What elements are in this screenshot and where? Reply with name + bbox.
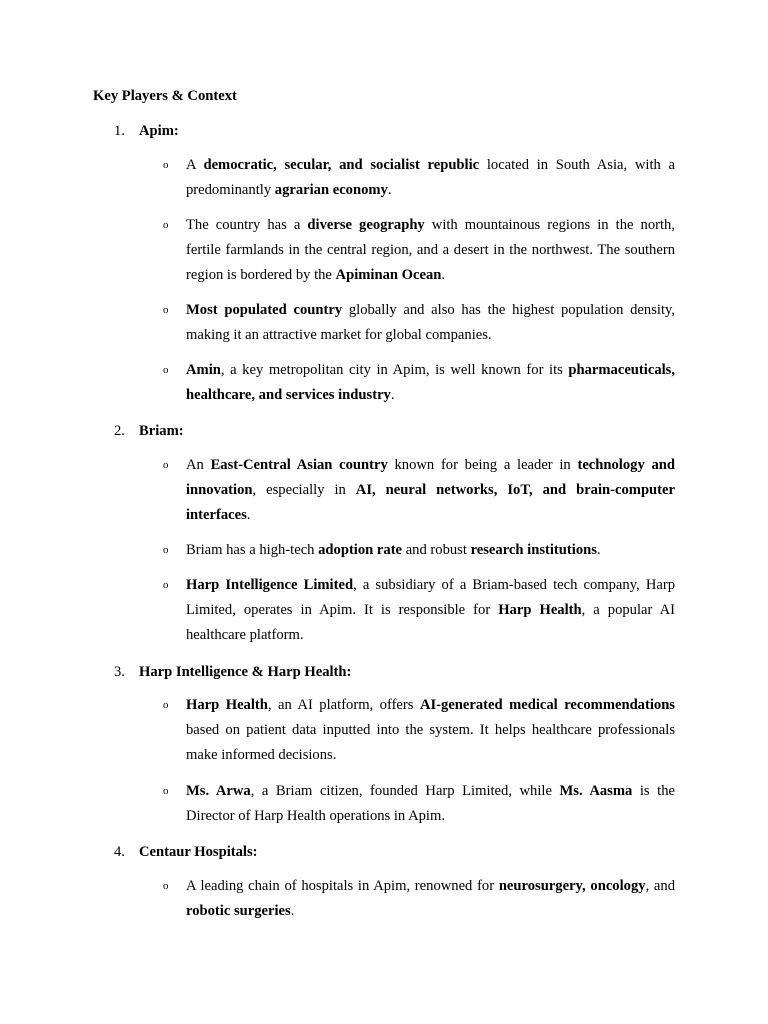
section-title: Apim: <box>139 123 179 139</box>
section-title: Briam: <box>139 423 184 439</box>
bullet-marker-icon: o <box>163 699 169 711</box>
bullet-marker-icon: o <box>163 880 169 892</box>
bullet-text: An East-Central Asian country known for being a leader in technology and innovation, especially in AI, neural networks, IoT, and brain-computer interfaces. <box>186 457 675 524</box>
section-heading-centaur <box>114 842 258 862</box>
emphasis-text: research institutions <box>470 542 597 558</box>
emphasis-text: Harp Health <box>498 602 582 619</box>
emphasis-text: Amin <box>186 362 221 378</box>
emphasis-text: Apiminan Ocean <box>335 267 442 284</box>
bullet-text: Most populated country globally and also has the highest population density, making it an attractive market for global companies. <box>186 302 675 344</box>
bullet-marker-icon: o <box>163 579 169 591</box>
emphasis-text: neurosurgery, oncology <box>498 878 646 894</box>
bullet-marker-icon: o <box>163 219 169 231</box>
emphasis-text: Ms. Aasma <box>559 783 633 799</box>
section-heading-briam <box>114 421 184 441</box>
section-heading-apim <box>114 121 179 141</box>
bullet-text: Harp Health, an AI platform, offers AI-generated medical recommendations based on patient data inputted into the system. It helps healthcare professionals make informed decisions. <box>186 697 675 764</box>
section-number: 3. <box>114 664 125 680</box>
bullet-text: Harp Intelligence Limited, a subsidiary of a Briam-based tech company, Harp Limited, operates in Apim. It is responsible for Harp Health, a popular AI healthcare platform. <box>186 577 675 644</box>
emphasis-text: Most populated country <box>186 302 343 318</box>
bullet-text: A leading chain of hospitals in Apim, renowned for neurosurgery, oncology, and robotic surgeries. <box>186 878 676 920</box>
emphasis-text: technology and innovation <box>186 457 675 499</box>
bullet-marker-icon: o <box>163 159 169 171</box>
bullet-text: Ms. Arwa, a Briam citizen, founded Harp Limited, while Ms. Aasma is the Director of Harp Health operations in Apim. <box>186 783 675 825</box>
document-title: Key Players & Context <box>93 88 237 104</box>
emphasis-text: diverse geography <box>307 217 425 233</box>
emphasis-text: AI, neural networks, IoT, and brain-computer interfaces <box>186 482 675 524</box>
section-number: 1. <box>114 123 125 139</box>
emphasis-text: East-Central Asian country <box>210 457 388 473</box>
bullet-marker-icon: o <box>163 304 169 316</box>
bullet-marker-icon: o <box>163 544 169 556</box>
emphasis-text: Harp Intelligence Limited <box>186 577 354 593</box>
emphasis-text: AI-generated medical recommendations <box>419 697 675 713</box>
emphasis-text: pharmaceuticals, healthcare, and services industry <box>186 362 675 404</box>
bullet-marker-icon: o <box>163 785 169 797</box>
emphasis-text: adoption rate <box>318 542 403 558</box>
bullet-marker-icon: o <box>163 364 169 376</box>
emphasis-text: agrarian economy <box>274 182 388 199</box>
section-title: Centaur Hospitals: <box>139 844 258 860</box>
emphasis-text: democratic, secular, and socialist republic <box>203 157 480 173</box>
bullet-text: A democratic, secular, and socialist republic located in South Asia, with a predominantly agrarian economy. <box>186 157 675 199</box>
emphasis-text: Ms. Arwa <box>186 783 251 799</box>
bullet-text: The country has a diverse geography with mountainous regions in the north, fertile farmlands in the central region, and a desert in the northwest. The southern region is bordered by the Apiminan Ocean. <box>186 217 675 284</box>
emphasis-text: Harp Health <box>186 697 268 713</box>
section-title: Harp Intelligence & Harp Health: <box>139 664 352 680</box>
bullet-text: Briam has a high-tech adoption rate and robust research institutions. <box>186 542 601 558</box>
bullet-text: Amin, a key metropolitan city in Apim, is well known for its pharmaceuticals, healthcare, and services industry. <box>186 362 675 404</box>
emphasis-text: robotic surgeries <box>186 903 291 920</box>
section-number: 4. <box>114 844 125 860</box>
section-heading-harp <box>114 662 351 682</box>
bullet-marker-icon: o <box>163 459 169 471</box>
section-number: 2. <box>114 423 125 439</box>
